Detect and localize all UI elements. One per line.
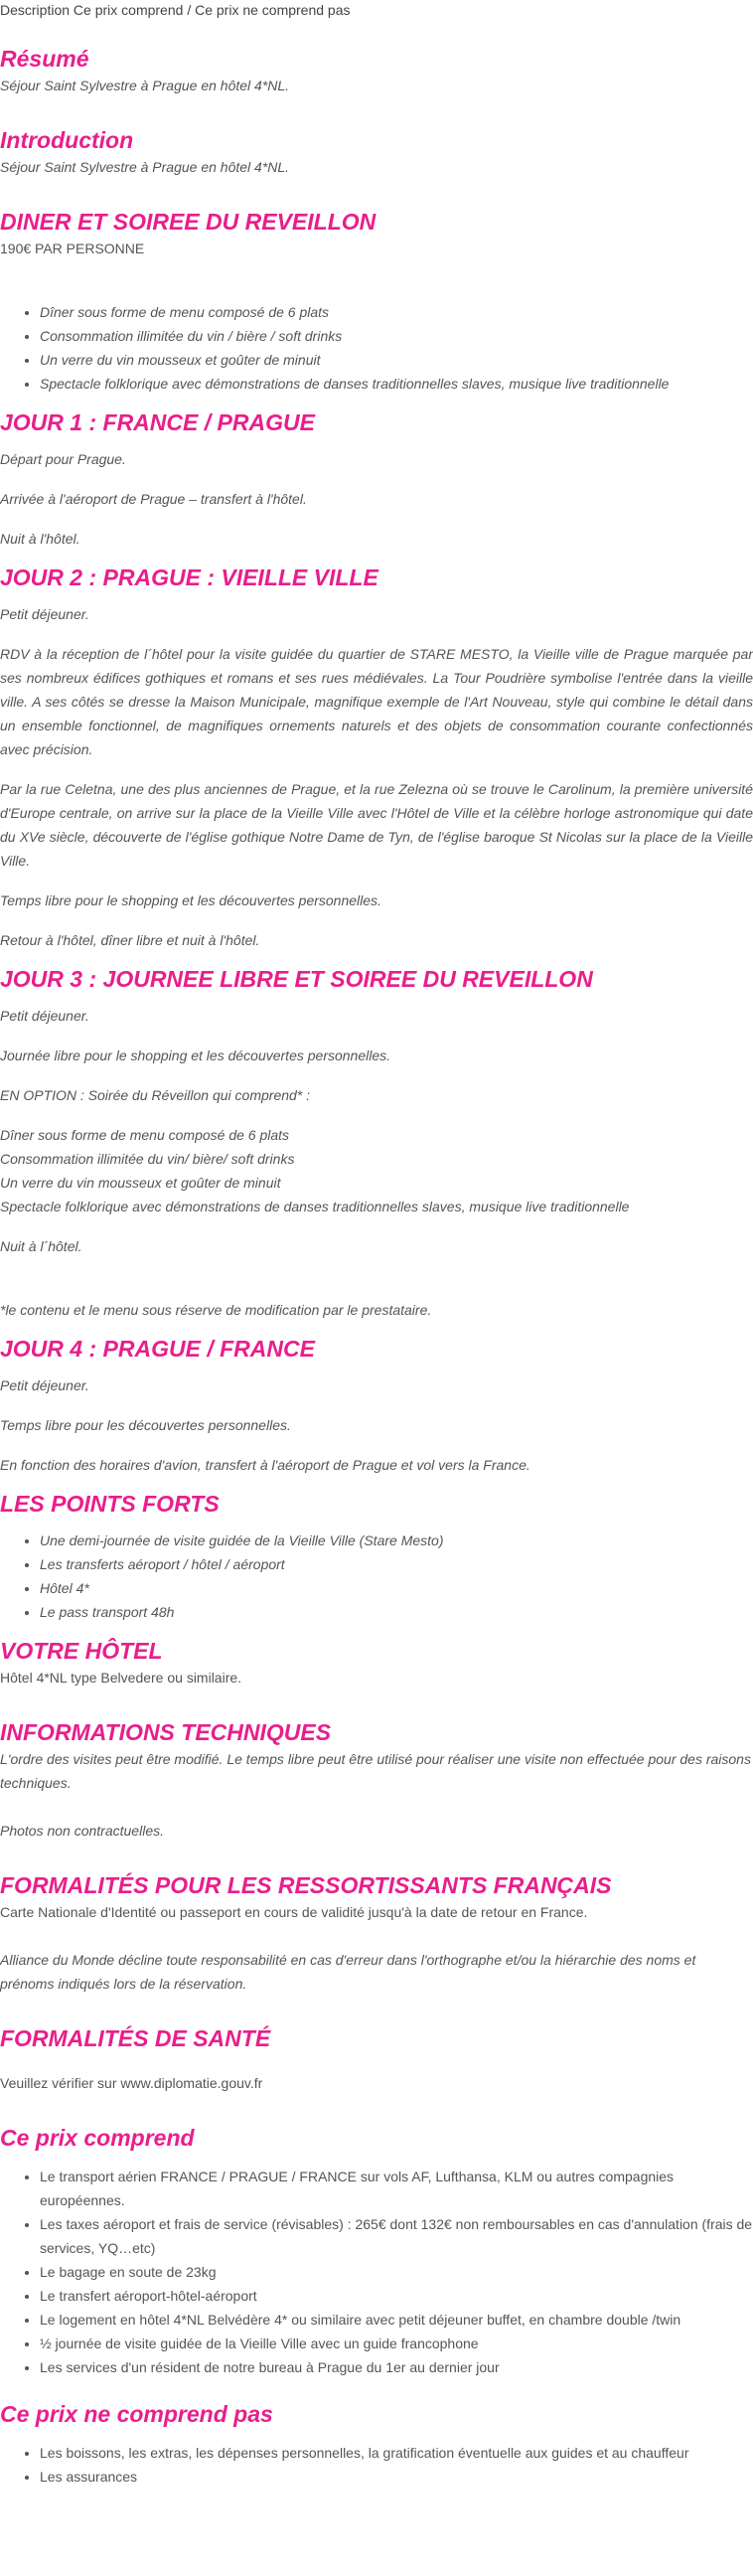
list-item: • Les boissons, les extras, les dépenses personnelles, la gratification éventuelle aux guides et au chauffeur bbox=[40, 2441, 753, 2465]
infos-p1: L'ordre des visites peut être modifié. Le temps libre peut être utilisé pour réaliser une visite non effectuée pour des raisons techniques. bbox=[0, 1751, 751, 1791]
introduction-title: Introduction bbox=[0, 127, 134, 153]
infos-title: INFORMATIONS TECHNIQUES bbox=[0, 1719, 332, 1745]
resume-title: Résumé bbox=[0, 46, 89, 72]
list-item: Un verre du vin mousseux et goûter de minuit bbox=[0, 1175, 281, 1191]
jour2-p3: Par la rue Celetna, une des plus anciennes de Prague, et la rue Zelezna où se trouve le Carolinum, la première université d'Europe centrale, on arrive sur la place de la Vieille Ville avec l'Hôtel de Ville et la célèbre horloge astronomique qui date du XVe siècle, découverte de l'église gothique Notre Dame de Tyn, de l'église baroque St Nicolas sur la place de la Vieille Ville. bbox=[0, 781, 753, 869]
tab-prix-ne-comprend[interactable]: Ce prix ne comprend pas bbox=[195, 2, 351, 18]
jour2-p2: RDV à la réception de l´hôtel pour la visite guidée du quartier de STARE MESTO, la Vieille ville de Prague marquée par ses nombreux édifices gothiques et romans et ses rues médiévales. La Tour Poudrière symbolise l'entrée dans la vieille ville. A ses côtés se dresse la Maison Municipale, magnifique exemple de l'Art Nouveau, style qui combine le détail dans un ensemble fonctionnel, de magnifiques ornements naturels et des objets de consommation courante confectionnés avec précision. bbox=[0, 646, 753, 757]
jour2-p1: Petit déjeuner. bbox=[0, 606, 89, 622]
list-item: • ½ journée de visite guidée de la Vieille Ville avec un guide francophone bbox=[40, 2332, 753, 2355]
jour3-p3: EN OPTION : Soirée du Réveillon qui comprend* : bbox=[0, 1087, 311, 1103]
jour2-p4: Temps libre pour le shopping et les découvertes personnelles. bbox=[0, 892, 381, 908]
list-item: • Les transferts aéroport / hôtel / aéroport bbox=[40, 1552, 753, 1576]
section-sante bbox=[0, 2023, 753, 2095]
formalites-p1: Carte Nationale d'Identité ou passeport en cours de validité jusqu'à la date de retour en France. bbox=[0, 1904, 588, 1920]
formalites-title: FORMALITÉS POUR LES RESSORTISSANTS FRANÇAIS bbox=[0, 1872, 612, 1898]
sante-title: FORMALITÉS DE SANTÉ bbox=[0, 2025, 271, 2051]
section-resume bbox=[0, 44, 753, 97]
jour3-p4: Nuit à l´hôtel. bbox=[0, 1238, 82, 1254]
list-item: • Hôtel 4* bbox=[40, 1576, 753, 1600]
points-forts-title: LES POINTS FORTS bbox=[0, 1491, 220, 1517]
jour2-title: JOUR 2 : PRAGUE : VIEILLE VILLE bbox=[0, 564, 378, 590]
tab-separator: / bbox=[187, 2, 192, 18]
jour1-title: JOUR 1 : FRANCE / PRAGUE bbox=[0, 409, 315, 435]
section-jour4 bbox=[0, 1334, 753, 1477]
hotel-text: Hôtel 4*NL type Belvedere ou similaire. bbox=[0, 1670, 242, 1686]
list-item: • Le logement en hôtel 4*NL Belvédère 4* ou similaire avec petit déjeuner buffet, en chambre double /twin bbox=[40, 2308, 753, 2332]
section-points-forts bbox=[0, 1489, 753, 1624]
section-hotel bbox=[0, 1636, 753, 1690]
jour3-option-list bbox=[0, 1123, 753, 1218]
points-forts-list bbox=[0, 1529, 753, 1624]
prix-comprend-list bbox=[0, 2165, 753, 2379]
infos-p2: Photos non contractuelles. bbox=[0, 1823, 164, 1839]
list-item: • Spectacle folklorique avec démonstrations de danses traditionnelles slaves, musique live traditionnelle bbox=[40, 372, 753, 396]
diner-list bbox=[0, 300, 753, 396]
diner-price: 190€ PAR PERSONNE bbox=[0, 241, 145, 256]
list-item: • Un verre du vin mousseux et goûter de minuit bbox=[40, 348, 753, 372]
tab-bar bbox=[0, 0, 753, 24]
tab-prix-comprend[interactable]: Ce prix comprend bbox=[73, 2, 184, 18]
section-prix-ne-comprend bbox=[0, 2399, 753, 2489]
jour1-p2: Arrivée à l'aéroport de Prague – transfert à l'hôtel. bbox=[0, 491, 307, 507]
hotel-title: VOTRE HÔTEL bbox=[0, 1638, 163, 1664]
list-item: • Dîner sous forme de menu composé de 6 plats bbox=[40, 300, 753, 324]
prix-ne-comprend-title: Ce prix ne comprend pas bbox=[0, 2401, 273, 2427]
list-item: Dîner sous forme de menu composé de 6 plats bbox=[0, 1127, 290, 1143]
jour4-p3: En fonction des horaires d'avion, transfert à l'aéroport de Prague et vol vers la France. bbox=[0, 1457, 530, 1473]
tab-description[interactable]: Description bbox=[0, 2, 71, 18]
jour2-p5: Retour à l'hôtel, dîner libre et nuit à l'hôtel. bbox=[0, 932, 260, 948]
section-jour3 bbox=[0, 964, 753, 1322]
list-item: • Les taxes aéroport et frais de service (révisables) : 265€ dont 132€ non remboursables en cas d'annulation (frais de services, YQ…etc) bbox=[40, 2212, 753, 2260]
jour3-title: JOUR 3 : JOURNEE LIBRE ET SOIREE DU REVEILLON bbox=[0, 966, 593, 992]
resume-text: Séjour Saint Sylvestre à Prague en hôtel 4*NL. bbox=[0, 78, 290, 93]
diner-title: DINER ET SOIREE DU REVEILLON bbox=[0, 209, 376, 235]
section-jour1 bbox=[0, 407, 753, 551]
section-jour2 bbox=[0, 563, 753, 952]
jour4-p1: Petit déjeuner. bbox=[0, 1377, 89, 1393]
jour3-p1: Petit déjeuner. bbox=[0, 1008, 89, 1024]
jour1-p1: Départ pour Prague. bbox=[0, 451, 126, 467]
jour1-p3: Nuit à l'hôtel. bbox=[0, 531, 80, 547]
list-item: • Le pass transport 48h bbox=[40, 1600, 753, 1624]
list-item: • Consommation illimitée du vin / bière / soft drinks bbox=[40, 324, 753, 348]
section-introduction bbox=[0, 125, 753, 179]
list-item: Consommation illimitée du vin/ bière/ soft drinks bbox=[0, 1151, 295, 1167]
list-item: • Les services d'un résident de notre bureau à Prague du 1er au dernier jour bbox=[40, 2355, 753, 2379]
sante-text: Veuillez vérifier sur www.diplomatie.gouv.fr bbox=[0, 2075, 263, 2091]
section-formalites bbox=[0, 1870, 753, 1996]
list-item: • Le transport aérien FRANCE / PRAGUE / FRANCE sur vols AF, Lufthansa, KLM ou autres compagnies européennes. bbox=[40, 2165, 753, 2212]
prix-comprend-title: Ce prix comprend bbox=[0, 2125, 195, 2151]
section-diner bbox=[0, 207, 753, 396]
jour3-p2: Journée libre pour le shopping et les découvertes personnelles. bbox=[0, 1047, 391, 1063]
list-item: • Une demi-journée de visite guidée de la Vieille Ville (Stare Mesto) bbox=[40, 1529, 753, 1552]
section-infos bbox=[0, 1717, 753, 1843]
list-item: Spectacle folklorique avec démonstrations de danses traditionnelles slaves, musique live traditionnelle bbox=[0, 1199, 630, 1214]
jour4-title: JOUR 4 : PRAGUE / FRANCE bbox=[0, 1336, 315, 1362]
prix-ne-comprend-list bbox=[0, 2441, 753, 2489]
jour3-note: *le contenu et le menu sous réserve de modification par le prestataire. bbox=[0, 1302, 432, 1318]
introduction-text: Séjour Saint Sylvestre à Prague en hôtel 4*NL. bbox=[0, 159, 290, 175]
list-item: • Le transfert aéroport-hôtel-aéroport bbox=[40, 2284, 753, 2308]
list-item: • Le bagage en soute de 23kg bbox=[40, 2260, 753, 2284]
section-prix-comprend bbox=[0, 2123, 753, 2379]
jour4-p2: Temps libre pour les découvertes personnelles. bbox=[0, 1417, 291, 1433]
list-item: • Les assurances bbox=[40, 2465, 753, 2489]
formalites-p2: Alliance du Monde décline toute responsabilité en cas d'erreur dans l'orthographe et/ou la hiérarchie des noms et prénoms indiqués lors de la réservation. bbox=[0, 1952, 696, 1992]
